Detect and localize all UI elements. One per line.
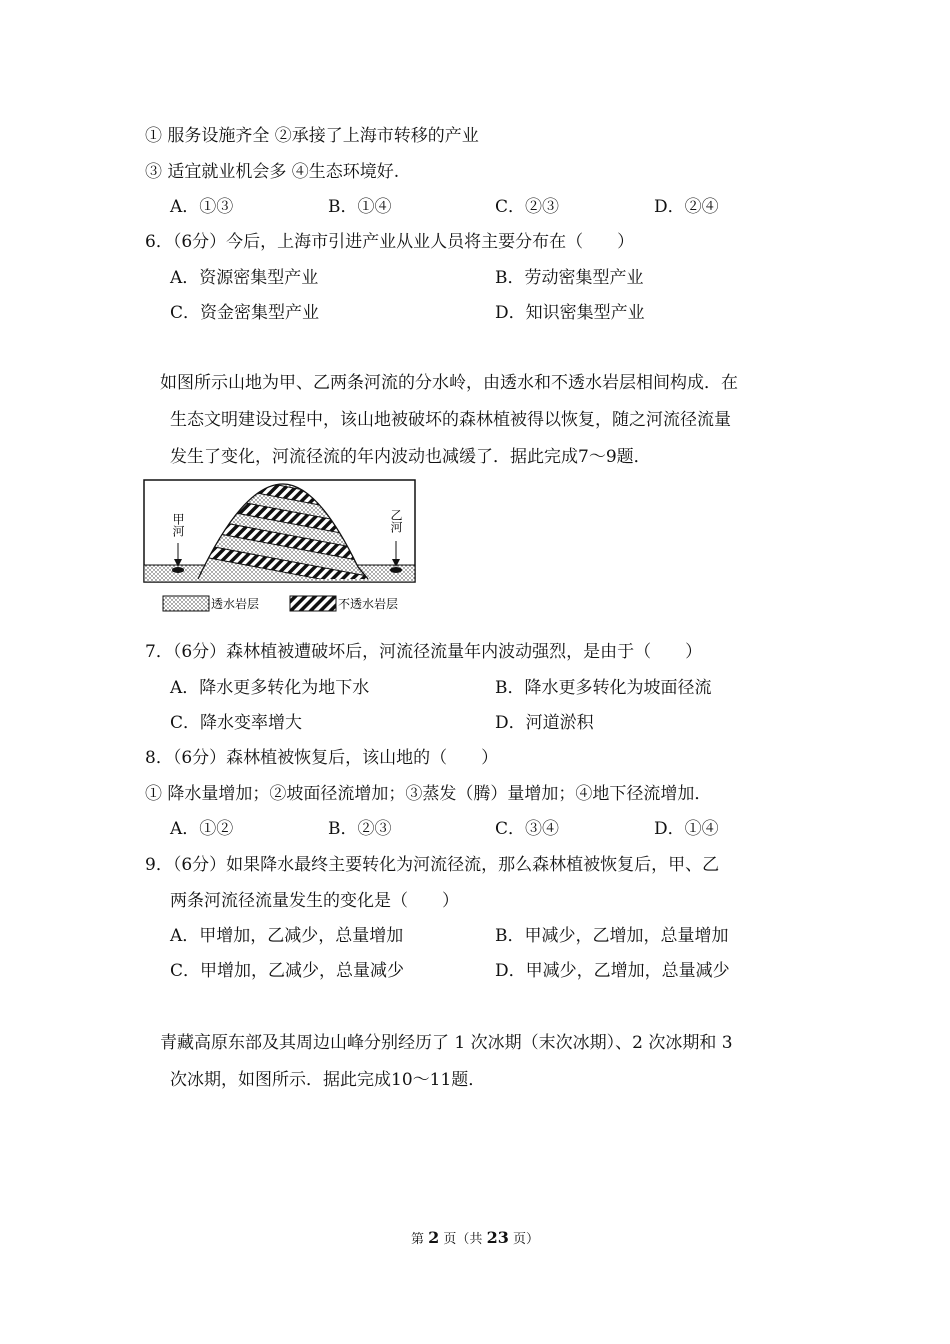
q7-option-c: C．降水变率增大 xyxy=(170,713,303,733)
q6-stem: 6．（6分）今后，上海市引进产业从业人员将主要分布在（ ） xyxy=(145,232,635,252)
q5-option-b: B．①④ xyxy=(328,197,392,217)
q6-option-c: C．资金密集型产业 xyxy=(170,303,320,323)
q7-stem: 7．（6分）森林植被遭破坏后，河流径流量年内波动强烈，是由于（ ） xyxy=(145,642,703,662)
legend-impermeable: 不透水岩层 xyxy=(338,597,399,611)
footer-text: 页（共 xyxy=(439,1232,487,1247)
passage-1-line-3: 发生了变化，河流径流的年内波动也减缓了．据此完成7～9题． xyxy=(170,447,651,467)
q9-stem-line-2: 两条河流径流量发生的变化是（ ） xyxy=(170,891,459,911)
q6-option-a: A．资源密集型产业 xyxy=(170,268,319,288)
q5-statement-1: ① 服务设施齐全 ②承接了上海市转移的产业 xyxy=(145,126,479,146)
q9-option-d: D．甲减少，乙增加，总量减少 xyxy=(495,961,730,981)
q9-option-c: C．甲增加，乙减少，总量减少 xyxy=(170,961,405,981)
q7-option-b: B．降水更多转化为坡面径流 xyxy=(495,678,712,698)
q5-option-a: A．①③ xyxy=(170,197,234,217)
footer-text: 第 xyxy=(411,1232,429,1247)
q8-option-a: A．①② xyxy=(170,819,234,839)
passage-1-line-1: 如图所示山地为甲、乙两条河流的分水岭，由透水和不透水岩层相间构成．在 xyxy=(160,373,738,393)
q8-stem: 8．（6分）森林植被恢复后，该山地的（ ） xyxy=(145,748,499,768)
q5-statement-2: ③ 适宜就业机会多 ④生态环境好. xyxy=(145,162,400,182)
q8-option-c: C．③④ xyxy=(495,819,560,839)
footer-text: 页） xyxy=(508,1232,539,1247)
q7-option-a: A．降水更多转化为地下水 xyxy=(170,678,370,698)
page-footer xyxy=(0,1228,950,1247)
q9-option-a: A．甲增加，乙减少，总量增加 xyxy=(170,926,404,946)
passage-1-line-2: 生态文明建设过程中，该山地被破坏的森林植被得以恢复，随之河流径流量 xyxy=(170,410,731,430)
passage-2-line-2: 次冰期，如图所示．据此完成10～11题． xyxy=(170,1070,486,1090)
q5-option-c: C．②③ xyxy=(495,197,560,217)
page-total: 23 xyxy=(486,1228,509,1247)
q8-option-b: B．②③ xyxy=(328,819,392,839)
q9-stem-line-1: 9．（6分）如果降水最终主要转化为河流径流，那么森林植被恢复后，甲、乙 xyxy=(145,855,720,875)
river-right-label: 乙河 xyxy=(389,509,403,533)
q8-option-d: D．①④ xyxy=(654,819,719,839)
q6-option-d: D．知识密集型产业 xyxy=(495,303,645,323)
watershed-diagram xyxy=(143,479,418,619)
q7-option-d: D．河道淤积 xyxy=(495,713,594,733)
river-left-label: 甲河 xyxy=(171,513,185,537)
q5-option-d: D．②④ xyxy=(654,197,719,217)
page-number: 2 xyxy=(428,1228,440,1247)
legend-permeable: 透水岩层 xyxy=(211,597,260,611)
q8-statement: ① 降水量增加；②坡面径流增加；③蒸发（腾）量增加；④地下径流增加． xyxy=(145,784,712,804)
q9-option-b: B．甲减少，乙增加，总量增加 xyxy=(495,926,729,946)
q6-option-b: B．劳动密集型产业 xyxy=(495,268,644,288)
passage-2-line-1: 青藏高原东部及其周边山峰分别经历了 1 次冰期（末次冰期）、2 次冰期和 3 xyxy=(160,1033,733,1053)
